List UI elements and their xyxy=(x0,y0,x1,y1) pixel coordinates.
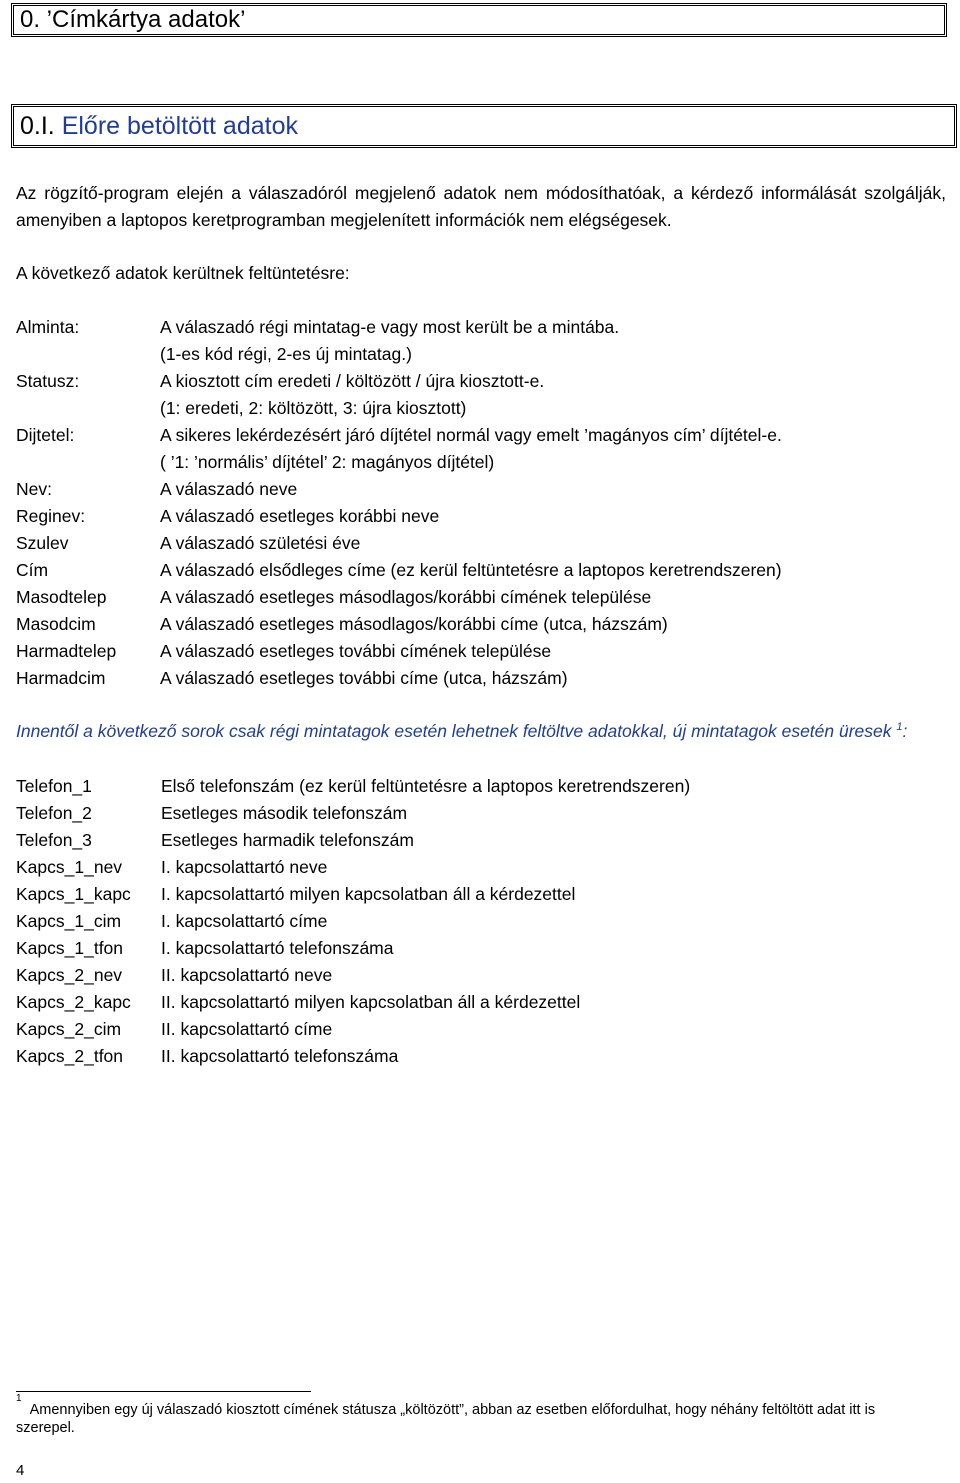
field-description: I. kapcsolattartó neve xyxy=(161,857,328,877)
field-description: A válaszadó elsődleges címe (ez kerül feltüntetésre a laptopos keretrendszeren) xyxy=(160,560,782,580)
field-key: Kapcs_2_nev xyxy=(16,965,123,985)
field-key: Telefon_3 xyxy=(16,830,92,850)
field-key: Harmadcim xyxy=(16,668,106,688)
field-key: Telefon_1 xyxy=(16,776,92,796)
field-list xyxy=(16,314,951,692)
field-row xyxy=(16,503,951,530)
field-row xyxy=(16,314,951,341)
field-description: I. kapcsolattartó milyen kapcsolatban áll a kérdezettel xyxy=(161,884,576,904)
field-row xyxy=(16,962,951,989)
field-row xyxy=(16,1043,951,1070)
field-description: A kiosztott cím eredeti / költözött / újra kiosztott-e. xyxy=(160,371,545,391)
field-key: Nev: xyxy=(16,479,52,499)
field-description: A válaszadó esetleges másodlagos/korábbi címének települése xyxy=(160,587,652,607)
field-key: Kapcs_1_kapc xyxy=(16,884,131,904)
footnote-text: Amennyiben egy új válaszadó kiosztott címének státusza „költözött”, abban az esetben előfordulhat, hogy néhány feltöltött adat itt is szerepel. xyxy=(16,1402,876,1436)
field-description: Esetleges második telefonszám xyxy=(161,803,408,823)
subsection-title-text: Előre betöltött adatok xyxy=(61,112,298,140)
field-description: II. kapcsolattartó neve xyxy=(161,965,333,985)
field-row xyxy=(16,476,951,503)
footnote-divider xyxy=(16,1391,311,1392)
field-description: A válaszadó születési éve xyxy=(160,533,361,553)
footnote-ref: 1 xyxy=(896,721,903,734)
field-key: Kapcs_1_tfon xyxy=(16,938,124,958)
field-row xyxy=(16,611,951,638)
field-row xyxy=(16,989,951,1016)
intro-lead: A következő adatok kerültnek feltüntetésre: xyxy=(16,263,350,283)
field-description: II. kapcsolattartó telefonszáma xyxy=(161,1046,399,1066)
field-row xyxy=(16,773,951,800)
field-row xyxy=(16,908,951,935)
field-key: Kapcs_1_cim xyxy=(16,911,122,931)
field-description: A válaszadó neve xyxy=(160,479,298,499)
field-row xyxy=(16,341,951,368)
field-description: A válaszadó esetleges korábbi neve xyxy=(160,506,440,526)
field-description: I. kapcsolattartó címe xyxy=(161,911,328,931)
field-row xyxy=(16,881,951,908)
footnote-marker: 1 xyxy=(16,1393,22,1404)
page-number: 4 xyxy=(16,1462,25,1479)
field-row xyxy=(16,800,951,827)
field-key: Reginev: xyxy=(16,506,86,526)
old-field-list xyxy=(16,773,951,1070)
field-row xyxy=(16,530,951,557)
field-description: A válaszadó esetleges további címe (utca, házszám) xyxy=(160,668,568,688)
subsection-number: 0.I. xyxy=(20,112,55,140)
field-key: Masodcim xyxy=(16,614,96,634)
field-row xyxy=(16,395,951,422)
field-row xyxy=(16,584,951,611)
field-description: ( ’1: ’normális’ díjtétel’ 2: magányos díjtétel) xyxy=(160,452,495,472)
field-row xyxy=(16,827,951,854)
field-description: A válaszadó esetleges másodlagos/korábbi címe (utca, házszám) xyxy=(160,614,668,634)
subsection-title xyxy=(11,104,957,148)
field-description: A válaszadó esetleges további címének települése xyxy=(160,641,552,661)
field-key: Alminta: xyxy=(16,317,80,337)
field-key: Kapcs_2_cim xyxy=(16,1019,122,1039)
field-key: Telefon_2 xyxy=(16,803,92,823)
field-row xyxy=(16,854,951,881)
field-description: I. kapcsolattartó telefonszáma xyxy=(161,938,394,958)
field-row xyxy=(16,422,951,449)
field-description: A sikeres lekérdezésért járó díjtétel normál vagy emelt ’magányos cím’ díjtétel-e. xyxy=(160,425,782,445)
field-key: Kapcs_1_nev xyxy=(16,857,123,877)
field-key: Dijtetel: xyxy=(16,425,75,445)
field-key: Kapcs_2_kapc xyxy=(16,992,131,1012)
intro-paragraph: Az rögzítő-program elején a válaszadóról megjelenő adatok nem módosíthatóak, a kérdező informálását szolgálják, amenyiben a laptopos keretprogramban megjelenített információk nem elégségesek. xyxy=(16,183,946,230)
field-row xyxy=(16,935,951,962)
field-row xyxy=(16,1016,951,1043)
field-description: II. kapcsolattartó milyen kapcsolatban áll a kérdezettel xyxy=(161,992,581,1012)
field-row xyxy=(16,368,951,395)
field-row xyxy=(16,665,951,692)
field-description: Első telefonszám (ez kerül feltüntetésre a laptopos keretrendszeren) xyxy=(161,776,691,796)
field-row xyxy=(16,638,951,665)
field-row xyxy=(16,449,951,476)
field-key: Masodtelep xyxy=(16,587,107,607)
field-description: (1-es kód régi, 2-es új mintatag.) xyxy=(160,344,412,364)
old-sample-note: Innentől a következő sorok csak régi mintatagok esetén lehetnek feltöltve adatokkal, új mintatagok esetén üresek $^1$: xyxy=(16,721,908,741)
field-key xyxy=(16,449,160,476)
field-key: Statusz: xyxy=(16,371,80,391)
footnote xyxy=(16,1393,936,1437)
field-row xyxy=(16,557,951,584)
field-key: Kapcs_2_tfon xyxy=(16,1046,124,1066)
field-key xyxy=(16,395,160,422)
field-description: A válaszadó régi mintatag-e vagy most került be a mintába. xyxy=(160,317,620,337)
field-description: (1: eredeti, 2: költözött, 3: újra kiosztott) xyxy=(160,398,467,418)
field-key: Cím xyxy=(16,560,49,580)
field-key: Harmadtelep xyxy=(16,641,117,661)
section-title: 0. ’Címkártya adatok’ xyxy=(11,3,947,37)
field-description: Esetleges harmadik telefonszám xyxy=(161,830,414,850)
field-description: II. kapcsolattartó címe xyxy=(161,1019,333,1039)
field-key: Szulev xyxy=(16,533,69,553)
field-key xyxy=(16,341,160,368)
